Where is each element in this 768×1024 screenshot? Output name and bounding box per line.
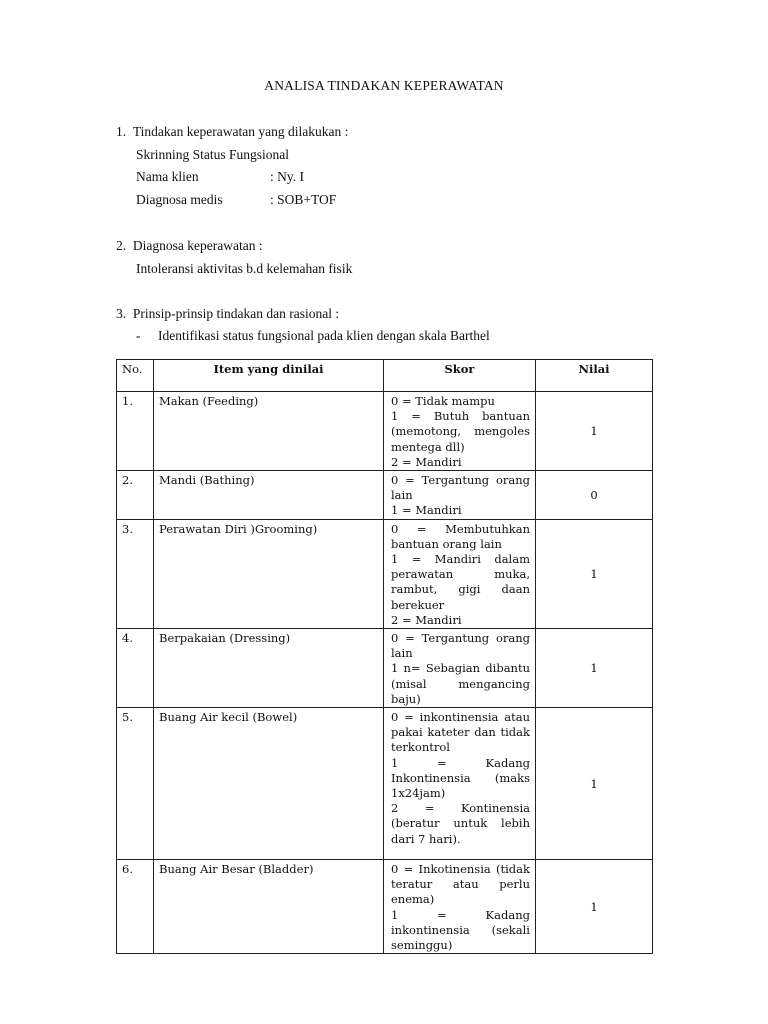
skor-option: 0 = Tergantung orang lain — [391, 473, 530, 503]
skor-option: 0 = inkontinensia atau pakai kateter dan tidak terkontrol — [391, 710, 530, 755]
skor-option: 2 = Mandiri — [391, 454, 462, 469]
skor-option: 1 = Kadang Inkontinensia (maks 1x24jam) — [391, 755, 530, 801]
row-nilai: 1 — [536, 629, 653, 708]
diagnosa-medis-label: Diagnosa medis — [136, 192, 223, 207]
row-item: Buang Air kecil (Bowel) — [154, 708, 384, 860]
row-skor — [384, 471, 536, 520]
row-nilai: 1 — [536, 708, 653, 860]
bullet-dash: - — [136, 328, 141, 343]
table-header-row — [117, 360, 653, 392]
skor-option: 0 = Membutuhkan bantuan orang lain — [391, 521, 530, 551]
row-nilai: 1 — [536, 392, 653, 471]
row-number: 1. — [117, 392, 154, 471]
skor-option: 2 = Mandiri — [391, 612, 462, 627]
screening-name: Skrinning Status Fungsional — [136, 147, 290, 162]
skor-option: 1 = Mandiri dalam perawatan muka, rambut, gigi daan berekuer — [391, 552, 530, 612]
row-nilai: 1 — [536, 860, 653, 954]
header-skor: Skor — [384, 360, 536, 392]
row-skor — [384, 629, 536, 708]
row-item: Makan (Feeding) — [154, 392, 384, 471]
row-number: 5. — [117, 708, 154, 860]
row-skor — [384, 392, 536, 471]
skor-option: 0 = Tidak mampu — [391, 394, 495, 408]
row-item: Mandi (Bathing) — [154, 471, 384, 520]
row-number: 4. — [117, 629, 154, 708]
row-nilai: 0 — [536, 471, 653, 520]
row-item: Berpakaian (Dressing) — [154, 629, 384, 708]
diagnosa-medis-value: : SOB+TOF — [270, 192, 337, 207]
table-body — [117, 392, 653, 954]
row-number: 6. — [117, 860, 154, 954]
skor-option: 1 n= Sebagian dibantu (misal mengancing baju) — [391, 661, 530, 706]
row-skor — [384, 708, 536, 860]
row-skor — [384, 519, 536, 628]
barthel-index-table — [116, 359, 653, 954]
row-number: 3. — [117, 519, 154, 628]
skor-option: 1 = Mandiri — [391, 503, 462, 518]
row-skor — [384, 860, 536, 954]
header-nilai: Nilai — [536, 360, 653, 392]
table-row — [117, 629, 653, 708]
klien-label: Nama klien — [136, 169, 199, 184]
table-row — [117, 708, 653, 860]
table-row — [117, 519, 653, 628]
table-row — [117, 860, 653, 954]
table-row — [117, 392, 653, 471]
row-item: Perawatan Diri )Grooming) — [154, 519, 384, 628]
header-item: Item yang dinilai — [154, 360, 384, 392]
row-item: Buang Air Besar (Bladder) — [154, 860, 384, 954]
section-3-heading: 3. Prinsip-prinsip tindakan dan rasional : — [116, 306, 340, 321]
klien-value: : Ny. I — [270, 169, 304, 184]
skor-option: 2 = Kontinensia (beratur untuk lebih dari 7 hari). — [391, 801, 530, 846]
section-2-heading: 2. Diagnosa keperawatan : — [116, 238, 263, 253]
section-1-heading: 1. Tindakan keperawatan yang dilakukan : — [116, 124, 349, 139]
row-number: 2. — [117, 471, 154, 520]
skor-option: 1 = Kadang inkontinensia (sekali seminggu) — [391, 907, 530, 953]
skor-option: 0 = Inkotinensia (tidak teratur atau perlu enema) — [391, 862, 530, 907]
nursing-diagnosis-text: Intoleransi aktivitas b.d kelemahan fisik — [136, 261, 353, 276]
skor-option: 1 = Butuh bantuan (memotong, mengoles mentega dll) — [391, 409, 530, 454]
row-nilai: 1 — [536, 519, 653, 628]
skor-option: 0 = Tergantung orang lain — [391, 631, 530, 661]
barthel-instruction: Identifikasi status fungsional pada klien dengan skala Barthel — [158, 328, 490, 343]
table-row — [117, 471, 653, 520]
document-title: ANALISA TINDAKAN KEPERAWATAN — [264, 78, 504, 93]
header-no: No. — [117, 360, 154, 392]
